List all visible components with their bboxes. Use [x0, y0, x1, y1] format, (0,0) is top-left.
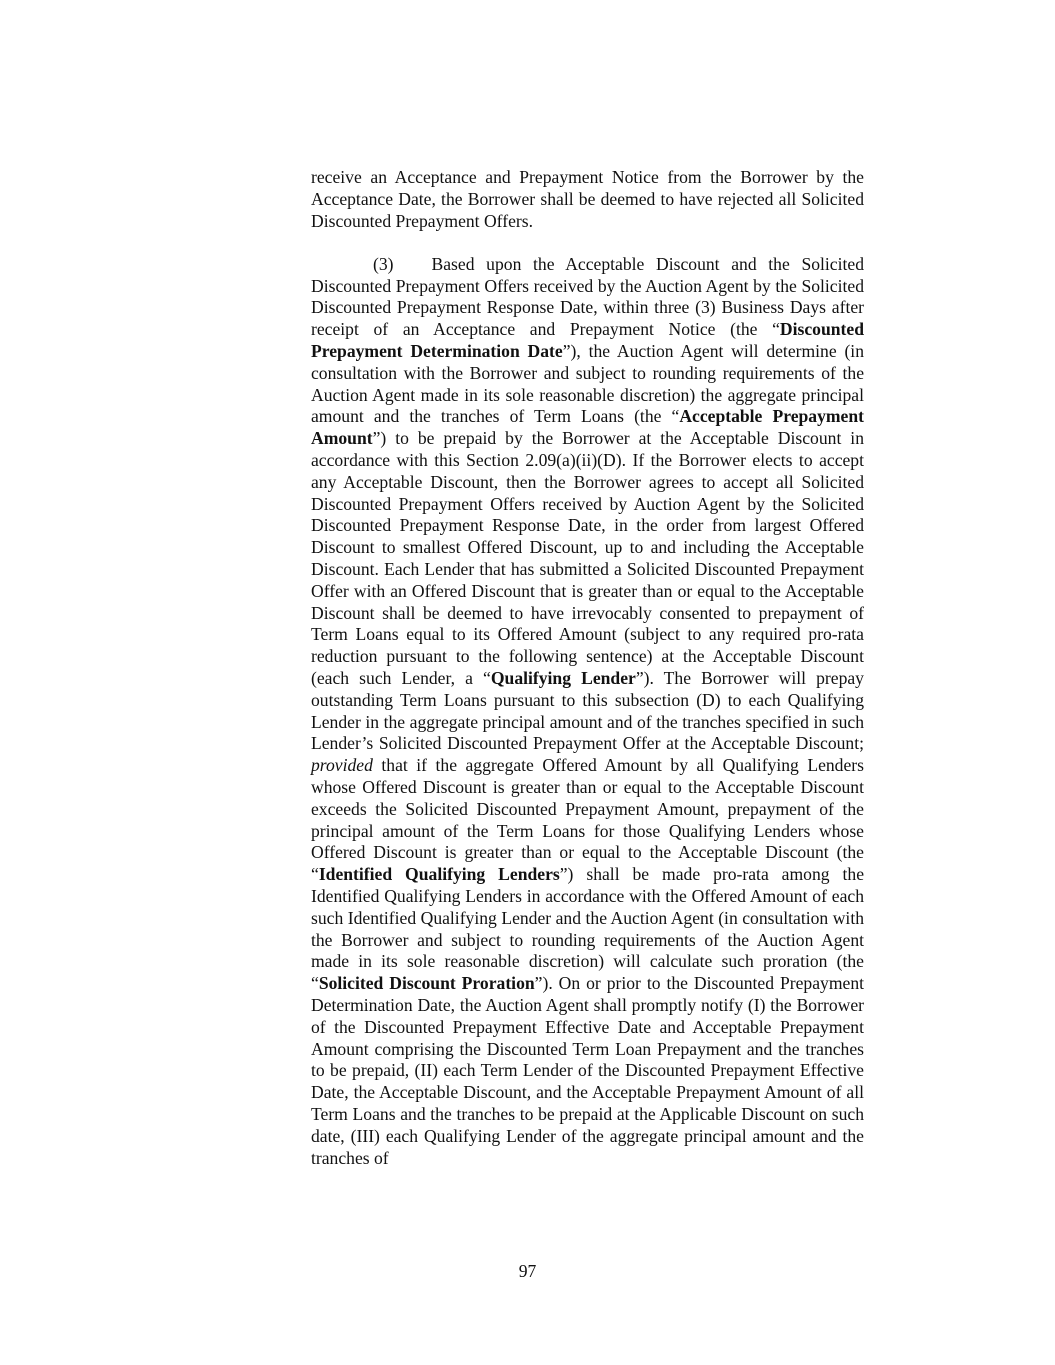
emphasis-provided: provided	[311, 755, 373, 776]
paragraph-continuation	[311, 167, 864, 232]
page-number: 97	[518, 1261, 537, 1281]
clause-text: ”) shall be made pro-rata among the Identified Qualifying Lenders in accordance with the Offered Amount of each such Identified Qualifying Lender and the Auction Agent (in consultation with the Borrower and subject to rounding requirements of the Auction Agent made in its sole reasonable discretion) will calculate such proration (the “	[311, 864, 864, 994]
defined-term: Acceptable Prepayment Amount	[311, 406, 864, 449]
defined-term: Discounted Prepayment Determination Date	[311, 319, 864, 362]
clause-text: ”). The Borrower will prepay outstanding Term Loans pursuant to this subsection (D) to each Qualifying Lender in the aggregate principal amount and of the tranches specified in such Lender’s Solicited Discounted Prepayment Offer at the Acceptable Discount;	[311, 668, 864, 754]
defined-term: Qualifying Lender	[490, 668, 636, 689]
clause-text: Based upon the Acceptable Discount and the Solicited Discounted Prepayment Offers received by the Auction Agent by the Solicited Discounted Prepayment Response Date, within three (3) Business Days after receipt of an Acceptance and Prepayment Notice (the “	[311, 253, 864, 340]
clause-text: ”) to be prepaid by the Borrower at the Acceptable Discount in accordance with this Section 2.09(a)(ii)(D). If the Borrower elects to accept any Acceptable Discount, then the Borrower agrees to accept all Solicited Discounted Prepayment Offers received by Auction Agent by the Solicited Discounted Prepayment Response Date, in the order from largest Offered Discount to smallest Offered Discount, up to and including the Acceptable Discount. Each Lender that has submitted a Solicited Discounted Prepayment Offer with an Offered Discount that is greater than or equal to the Acceptable Discount shall be deemed to have irrevocably consented to prepayment of Term Loans equal to its Offered Amount (subject to any required pro-rata reduction pursuant to the following sentence) at the Acceptable Discount (each such Lender, a “	[311, 428, 864, 689]
clause-number: (3)	[373, 253, 394, 274]
paragraph-clause-3	[311, 254, 864, 1169]
defined-term: Identified Qualifying Lenders	[318, 864, 560, 885]
paragraph-text: receive an Acceptance and Prepayment Notice from the Borrower by the Acceptance Date, the Borrower shall be deemed to have rejected all Solicited Discounted Prepayment Offers.	[311, 167, 864, 231]
defined-term: Solicited Discount Proration	[318, 973, 535, 994]
clause-text: ”), the Auction Agent will determine (in consultation with the Borrower and subject to rounding requirements of the Auction Agent made in its sole reasonable discretion) the aggregate principal amount and the tranches of Term Loans (the “	[311, 341, 864, 427]
clause-text: that if the aggregate Offered Amount by all Qualifying Lenders whose Offered Discount is greater than or equal to the Acceptable Discount exceeds the Solicited Discounted Prepayment Amount, prepayment of the principal amount of the Term Loans for those Qualifying Lenders whose Offered Discount is greater than or equal to the Acceptable Discount (the “	[311, 755, 864, 885]
clause-text: ”). On or prior to the Discounted Prepayment Determination Date, the Auction Agent shall promptly notify (I) the Borrower of the Discounted Prepayment Effective Date and Acceptable Prepayment Amount comprising the Discounted Term Loan Prepayment and the tranches to be prepaid, (II) each Term Lender of the Discounted Prepayment Effective Date, the Acceptable Discount, and the Acceptable Prepayment Amount of all Term Loans and the tranches to be prepaid at the Applicable Discount on such date, (III) each Qualifying Lender of the aggregate principal amount and the tranches of	[311, 973, 865, 1168]
body-text	[311, 167, 864, 1169]
